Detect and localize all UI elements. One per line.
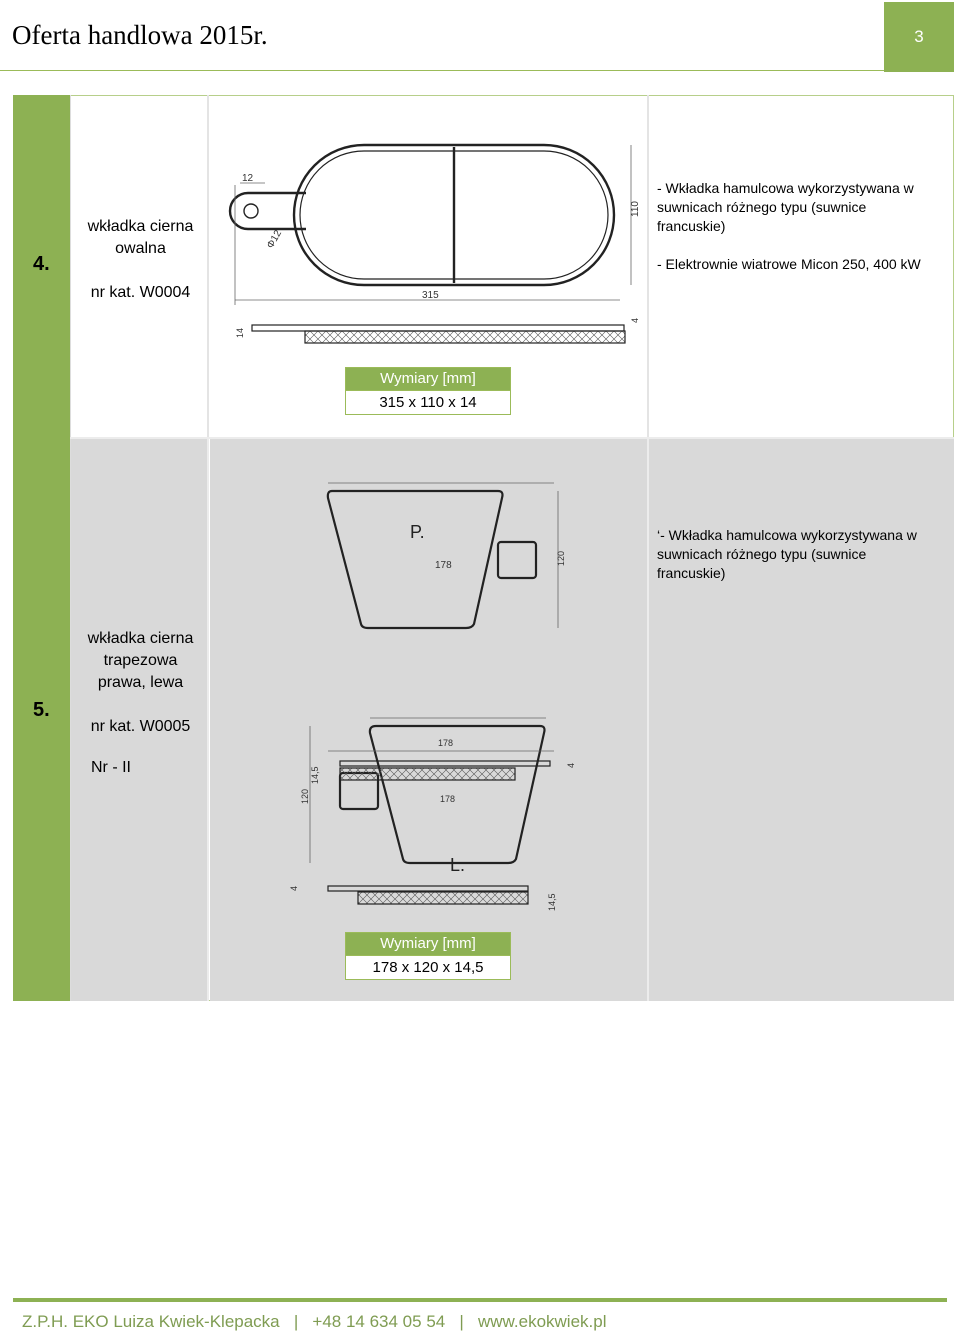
trapezoid-right-tab [498,542,536,578]
row-4-desc-line-2: suwnicach różnego typu (suwnice [657,199,867,215]
row-5-name-line-1: wkładka cierna [87,630,194,647]
row-4-dim-header: Wymiary [mm] [346,368,510,390]
footer-phone: +48 14 634 05 54 [312,1312,446,1331]
tab-label: 12 [242,173,254,184]
footer-divider [13,1298,947,1302]
row-5-number: 5. [33,699,50,721]
row-4-dimensions [345,367,511,415]
footer-website[interactable]: www.ekokwiek.pl [478,1312,607,1331]
row-4-number: 4. [33,253,50,275]
l-profile-plate-label: 4 [289,885,299,891]
row-4-desc-line-1: - Wkładka hamulcowa wykorzystywana w [657,180,914,196]
row-4-description-cell [647,95,954,438]
footer-company: Z.P.H. EKO Luiza Kwiek-Klepacka [22,1312,280,1331]
p-width-label: 178 [435,560,452,571]
footer [22,1312,607,1332]
l-height-label: 120 [300,788,310,804]
row-5-extra: Nr - II [91,759,131,776]
row-5-dimensions [345,932,511,980]
row-4-name-line-2: owalna [115,240,166,257]
product-table [13,95,954,1001]
row-5-desc-line-2: suwnicach różnego typu (suwnice [657,546,867,562]
plate-label: 4 [630,317,640,323]
hole-label: Φ12 [265,228,285,251]
row-4-dim-value: 315 x 110 x 14 [346,390,510,414]
row-5-desc-line-3: francuskie) [657,565,726,581]
thick-label: 14 [235,327,245,338]
row-4-number-cell [13,95,70,438]
p-profile-plate [340,761,550,766]
row-5-number-cell [13,438,70,1001]
row-5-desc-line-1: ‘- Wkładka hamulcowa wykorzystywana w [657,527,917,543]
p-profile-thick: 14,5 [310,766,320,784]
p-profile-plate-label: 4 [566,762,576,768]
row-4-catalog: nr kat. W0004 [90,284,191,301]
row-5-name-line-3: prawa, lewa [97,674,184,691]
row-5-l-profile-drawing [283,875,583,915]
trapezoid-right [328,491,503,628]
l-width-label: 178 [440,794,456,804]
row-5-dim-header: Wymiary [mm] [346,933,510,955]
row-5-name-cell [70,438,209,1001]
row-5-name-line-2: trapezowa [103,652,178,669]
page-number-badge [884,2,954,72]
height-label: 110 [630,201,641,217]
right-marker: P. [410,522,425,542]
profile-lining [305,331,625,343]
tab-hole [244,204,258,218]
row-4-name-line-1: wkładka cierna [87,218,194,235]
left-marker: L. [450,855,466,875]
l-profile-thick: 14,5 [547,893,557,911]
page-title: Oferta handlowa 2015r. [12,20,268,50]
row-5-catalog: nr kat. W0005 [90,718,191,735]
footer-sep-2: | [459,1312,464,1331]
row-5-description-cell [647,438,954,1001]
footer-sep-1: | [293,1312,299,1331]
row-4-desc-line-4: - Elektrownie wiatrowe Micon 250, 400 kW [657,256,921,272]
p-profile-width: 178 [438,738,454,748]
row-5-dim-value: 178 x 120 x 14,5 [346,955,510,979]
page-number: 3 [914,27,924,46]
row-4-name-cell [70,95,209,438]
p-profile-lining [340,768,515,780]
p-height-label: 120 [556,550,566,566]
trapezoid-left [370,726,545,863]
row-5-drawing [210,438,647,938]
len-label: 315 [422,290,439,301]
profile-plate [252,325,624,331]
header-divider [0,70,884,71]
row-4-desc-line-3: francuskie) [657,218,726,234]
row-divider [70,437,954,439]
